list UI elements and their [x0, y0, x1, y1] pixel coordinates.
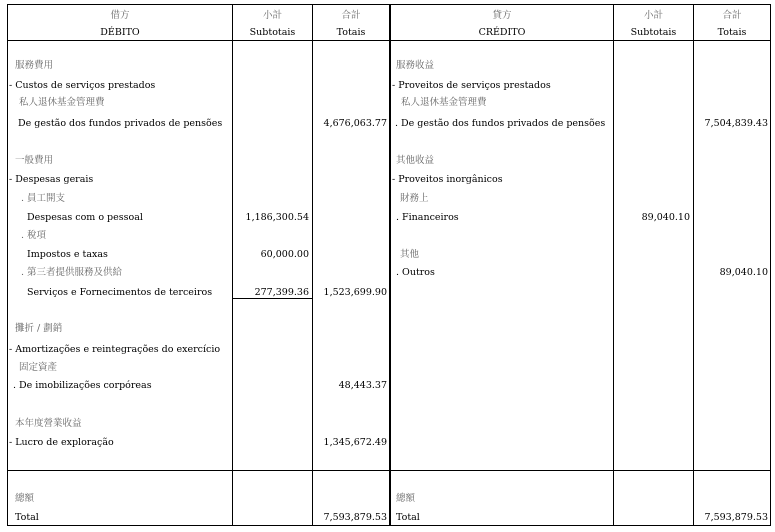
credit-fin-subtotal: 89,040.10: [641, 212, 690, 223]
credit-heading: CRÉDITO: [478, 27, 526, 38]
debit-grand-total: 7,593,879.53: [323, 512, 387, 523]
credit-grand-total: 7,593,879.53: [704, 512, 768, 523]
debit-fund-label: De gestão dos fundos privados de pensões: [18, 118, 223, 129]
debit-fund-zh: 私人退休基金管理費: [19, 97, 105, 108]
debit-general-zh: 一般費用: [15, 155, 54, 166]
credit-fund-zh: 私人退休基金管理費: [401, 97, 487, 108]
col-line: [232, 4, 233, 526]
credit-other-zh: 其他收益: [396, 155, 435, 166]
col-line: [693, 4, 694, 526]
col-line: [770, 4, 771, 526]
debit-profit-total: 1,345,672.49: [323, 437, 387, 448]
debit-amort-label: - Amortizações e reintegrações do exercício: [9, 344, 221, 355]
subtotal-heading-zh: 小計: [643, 10, 663, 21]
debit-services-zh: 服務費用: [15, 60, 54, 71]
credit-fund-label: . De gestão dos fundos privados de pensões: [395, 118, 606, 129]
subtotal-heading: Subtotais: [249, 27, 296, 38]
credit-oth-zh: 其他: [400, 249, 420, 260]
debit-general-label: - Despesas gerais: [9, 174, 94, 185]
total-heading-zh: 合計: [722, 10, 742, 21]
debit-fund-total: 4,676,063.77: [323, 118, 387, 129]
col-line: [7, 4, 8, 526]
credit-fund-total: 7,504,839.43: [704, 118, 768, 129]
credit-grand-label: Total: [396, 512, 420, 523]
debit-amort-zh: 攤折 / 劃銷: [15, 323, 63, 334]
debit-grand-zh: 總額: [15, 493, 35, 504]
col-line: [613, 4, 614, 526]
center-line: [389, 4, 391, 526]
debit-fixed-total: 48,443.37: [338, 380, 387, 391]
debit-staff-subtotal: 1,186,300.54: [245, 212, 309, 223]
debit-tax-subtotal: 60,000.00: [260, 249, 309, 260]
debit-staff-zh: . 員工開支: [21, 193, 66, 204]
credit-other-label: - Proveitos inorgânicos: [392, 174, 503, 185]
debit-third-zh: . 第三者提供服務及供給: [21, 267, 123, 278]
debit-tax-label: Impostos e taxas: [27, 249, 108, 260]
debit-third-label: Serviços e Fornecimentos de terceiros: [27, 287, 213, 298]
debit-third-subtotal: 277,399.36: [254, 287, 309, 298]
debit-grand-label: Total: [15, 512, 39, 523]
credit-fin-zh: 財務上: [400, 193, 429, 204]
debit-general-total: 1,523,699.90: [323, 287, 387, 298]
debit-fixed-label: . De imobilizações corpóreas: [13, 380, 152, 391]
credit-services-label: - Proveitos de serviços prestados: [392, 80, 551, 91]
credit-fin-label: . Financeiros: [396, 212, 459, 223]
credit-oth-label: . Outros: [396, 267, 435, 278]
subtotal-heading-zh: 小計: [262, 10, 282, 21]
subtotal-heading: Subtotais: [630, 27, 677, 38]
total-heading-zh: 合計: [341, 10, 361, 21]
credit-heading-zh: 貸方: [492, 10, 512, 21]
total-heading: Totais: [336, 27, 366, 38]
debit-fixed-zh: 固定資產: [19, 362, 58, 373]
total-heading: Totais: [717, 27, 747, 38]
debit-tax-zh: . 稅項: [21, 230, 47, 241]
debit-services-label: - Custos de serviços prestados: [9, 80, 156, 91]
credit-oth-total: 89,040.10: [719, 267, 768, 278]
debit-heading-zh: 借方: [110, 10, 130, 21]
debit-profit-label: - Lucro de exploração: [9, 437, 114, 448]
debit-staff-label: Despesas com o pessoal: [27, 212, 143, 223]
credit-services-zh: 服務收益: [396, 60, 435, 71]
credit-grand-zh: 總額: [396, 493, 416, 504]
debit-heading: DÉBITO: [100, 27, 140, 38]
debit-profit-zh: 本年度營業收益: [15, 418, 82, 429]
